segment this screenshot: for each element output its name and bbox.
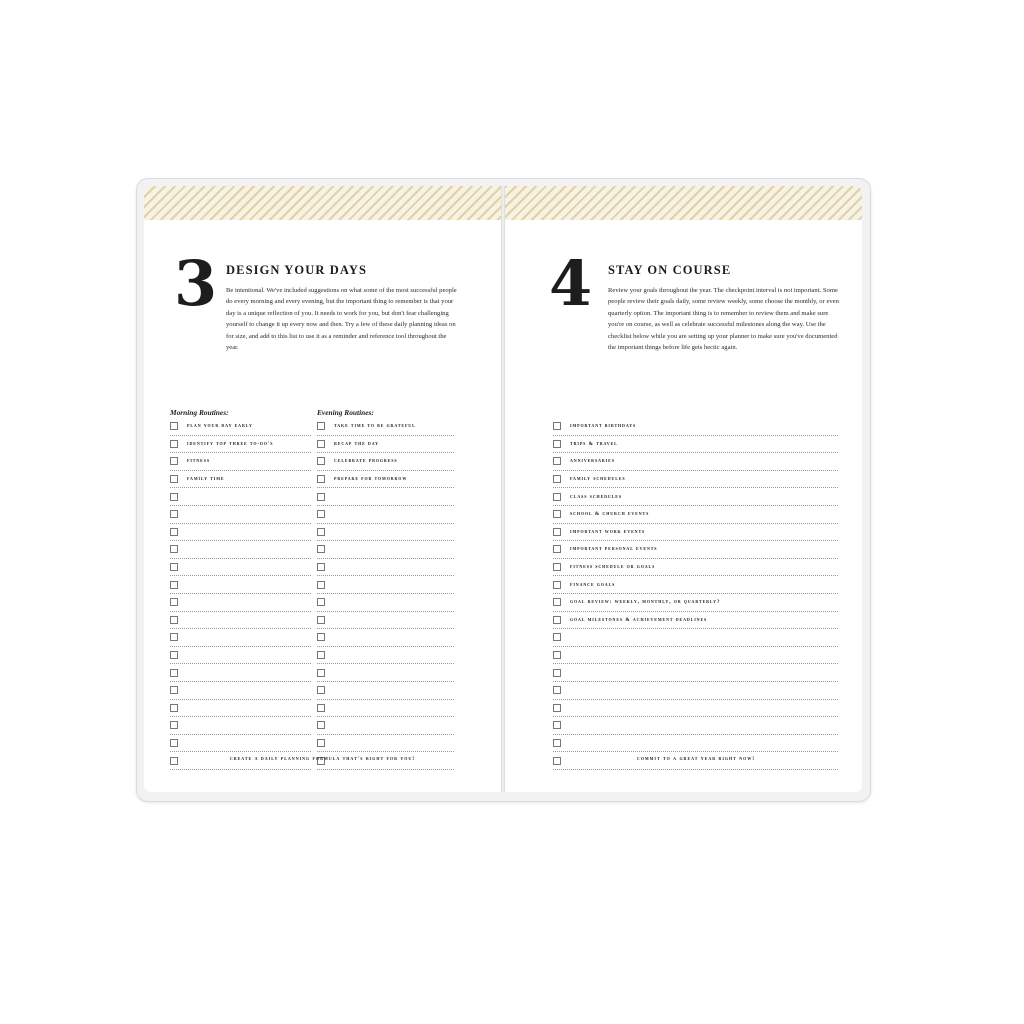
checklist-row (170, 594, 311, 612)
intro-paragraph: Review your goals throughout the year. The checkpoint interval is not important. Some people review their goals daily, some review weekly, some choose the monthly, or even quarterly option. The important thing is to remember to review them and make sure you're on course, as well as celebrate successful milestones along the way. Use the checklist below while you are setting up your planner to make sure you've documented the important things before life gets hectic again. (608, 287, 839, 352)
checklist-row (170, 612, 311, 630)
checkbox[interactable] (317, 475, 325, 483)
intro-paragraph: Be intentional. We've included suggestions on what some of the most successful people do every morning and every evening, but the important thing to remember is that your day is a unique reflection of you. It needs to work for you, but don't fear challenging yourself to change it up every now and then. Try a few of these daily planning ideas on for size, and add to this list to use it as a reminder and reference tool throughout the year. (226, 287, 457, 352)
checklist-item-label: celebrate progress (334, 458, 398, 465)
course-checklist (553, 418, 838, 770)
checklist-row (553, 735, 838, 753)
checklist-row (553, 436, 838, 454)
checklist-row (170, 576, 311, 594)
checklist-item-label: identify top three to-do's (187, 440, 274, 447)
section-number-4: 4 (549, 247, 593, 320)
checklist-row (553, 559, 838, 577)
checklist-row (170, 436, 311, 454)
checklist-item-label: family time (187, 476, 225, 483)
checklist-item-label: important birthdays (570, 423, 637, 430)
checklist-item-label: class schedules (570, 493, 622, 500)
morning-routines-title: Morning Routines: (170, 408, 229, 417)
checkbox[interactable] (170, 721, 178, 729)
checklist-item-label: anniversaries (570, 458, 615, 465)
checkbox[interactable] (317, 721, 325, 729)
checklist-item-label: fitness schedule or goals (570, 564, 656, 571)
checklist-row (317, 418, 454, 436)
checklist-row (553, 700, 838, 718)
checklist-row (317, 717, 454, 735)
checkbox[interactable] (317, 669, 325, 677)
checklist-row (553, 418, 838, 436)
checkbox[interactable] (317, 528, 325, 536)
checkbox[interactable] (170, 457, 178, 465)
checklist-row (553, 506, 838, 524)
checkbox[interactable] (553, 475, 561, 483)
checkbox[interactable] (317, 440, 325, 448)
checkbox[interactable] (317, 616, 325, 624)
checkbox[interactable] (553, 440, 561, 448)
checkbox[interactable] (317, 598, 325, 606)
checkbox[interactable] (553, 704, 561, 712)
checkbox[interactable] (317, 633, 325, 641)
left-footer-text: create a daily planning formula that's right for you! (229, 756, 416, 762)
checklist-item-label: take time to be grateful (334, 423, 416, 430)
striped-header-band (144, 186, 501, 220)
checklist-row (317, 664, 454, 682)
section-number-3: 3 (174, 247, 218, 320)
checklist-row (553, 488, 838, 506)
checkbox[interactable] (317, 510, 325, 518)
checkbox[interactable] (170, 704, 178, 712)
checklist-row (170, 647, 311, 665)
checklist-row (170, 629, 311, 647)
checklist-row (170, 664, 311, 682)
checklist-item-label: goal review: weekly, monthly, or quarterly? (570, 599, 721, 606)
right-footer-text: commit to a great year right now! (636, 756, 756, 762)
checkbox[interactable] (317, 493, 325, 501)
checklist-item-label: plan your day early (187, 423, 253, 430)
checklist-row (553, 629, 838, 647)
checkbox[interactable] (170, 475, 178, 483)
checkbox[interactable] (170, 440, 178, 448)
checkbox[interactable] (170, 422, 178, 430)
checklist-item-label: finance goals (570, 581, 616, 588)
checklist-row (553, 612, 838, 630)
checklist-row (553, 524, 838, 542)
morning-checklist (170, 418, 311, 770)
checklist-row (317, 612, 454, 630)
checklist-row (170, 735, 311, 753)
checklist-row (170, 682, 311, 700)
checklist-item-label: trips & travel (570, 440, 618, 447)
checkbox[interactable] (317, 686, 325, 694)
checkbox[interactable] (170, 581, 178, 589)
evening-checklist (317, 418, 454, 770)
section-title-design-your-days: DESIGN YOUR DAYS (226, 263, 368, 277)
checkbox[interactable] (317, 651, 325, 659)
checkbox[interactable] (553, 686, 561, 694)
checklist-row (170, 717, 311, 735)
checklist-row (317, 524, 454, 542)
checkbox[interactable] (170, 545, 178, 553)
checklist-row (170, 488, 311, 506)
checklist-row (317, 647, 454, 665)
checkbox[interactable] (317, 581, 325, 589)
checklist-item-label: important personal events (570, 546, 658, 553)
open-planner (136, 178, 871, 802)
checkbox[interactable] (553, 598, 561, 606)
checklist-row (170, 700, 311, 718)
checkbox[interactable] (170, 686, 178, 694)
checklist-row (170, 471, 311, 489)
checkbox[interactable] (170, 633, 178, 641)
section-title-stay-on-course: STAY ON COURSE (608, 263, 732, 277)
checklist-row (317, 541, 454, 559)
checkbox[interactable] (553, 457, 561, 465)
checklist-row (170, 418, 311, 436)
checkbox[interactable] (317, 704, 325, 712)
evening-routines-title: Evening Routines: (317, 408, 374, 417)
checklist-row (317, 700, 454, 718)
checkbox[interactable] (553, 581, 561, 589)
checklist-item-label: recap the day (334, 440, 379, 447)
right-page (505, 186, 862, 792)
checkbox[interactable] (553, 545, 561, 553)
checkbox[interactable] (317, 457, 325, 465)
checkbox[interactable] (170, 493, 178, 501)
checklist-row (553, 647, 838, 665)
checkbox[interactable] (553, 528, 561, 536)
checkbox[interactable] (553, 616, 561, 624)
checklist-row (553, 682, 838, 700)
checklist-row (317, 682, 454, 700)
checkbox[interactable] (317, 563, 325, 571)
checklist-row (170, 541, 311, 559)
checklist-row (553, 453, 838, 471)
checkbox[interactable] (553, 563, 561, 571)
checkbox[interactable] (553, 633, 561, 641)
checklist-row (317, 559, 454, 577)
checkbox[interactable] (317, 545, 325, 553)
checkbox[interactable] (170, 616, 178, 624)
checklist-row (317, 471, 454, 489)
checklist-row (317, 629, 454, 647)
checkbox[interactable] (553, 651, 561, 659)
checkbox[interactable] (553, 422, 561, 430)
checklist-row (553, 471, 838, 489)
checkbox[interactable] (170, 563, 178, 571)
checklist-row (317, 735, 454, 753)
checklist-row (317, 576, 454, 594)
checklist-item-label: important work events (570, 528, 646, 535)
checkbox[interactable] (170, 598, 178, 606)
checklist-row (553, 541, 838, 559)
checklist-row (553, 717, 838, 735)
checklist-row (317, 453, 454, 471)
checkbox[interactable] (170, 669, 178, 677)
checklist-row (553, 664, 838, 682)
checkbox[interactable] (170, 528, 178, 536)
checkbox[interactable] (170, 651, 178, 659)
checklist-row (553, 576, 838, 594)
checklist-item-label: family schedules (570, 476, 626, 483)
checkbox[interactable] (553, 493, 561, 501)
checklist-row (170, 506, 311, 524)
checklist-row (170, 453, 311, 471)
checklist-row (317, 506, 454, 524)
checkbox[interactable] (553, 669, 561, 677)
checkbox[interactable] (170, 510, 178, 518)
checkbox[interactable] (553, 739, 561, 747)
left-page (144, 186, 501, 792)
checklist-item-label: goal milestones & achievement deadlines (570, 616, 708, 623)
checklist-row (170, 559, 311, 577)
checklist-item-label: school & church events (570, 511, 650, 518)
checklist-row (317, 436, 454, 454)
checkbox[interactable] (553, 510, 561, 518)
checklist-item-label: fitness (187, 458, 210, 465)
striped-header-band (505, 186, 862, 220)
checkbox[interactable] (317, 422, 325, 430)
checkbox[interactable] (553, 721, 561, 729)
checklist-row (553, 594, 838, 612)
checklist-row (317, 594, 454, 612)
checklist-item-label: prepare for tomorrow (334, 476, 408, 483)
checkbox[interactable] (170, 739, 178, 747)
checklist-row (317, 488, 454, 506)
checklist-row (170, 524, 311, 542)
checkbox[interactable] (317, 739, 325, 747)
